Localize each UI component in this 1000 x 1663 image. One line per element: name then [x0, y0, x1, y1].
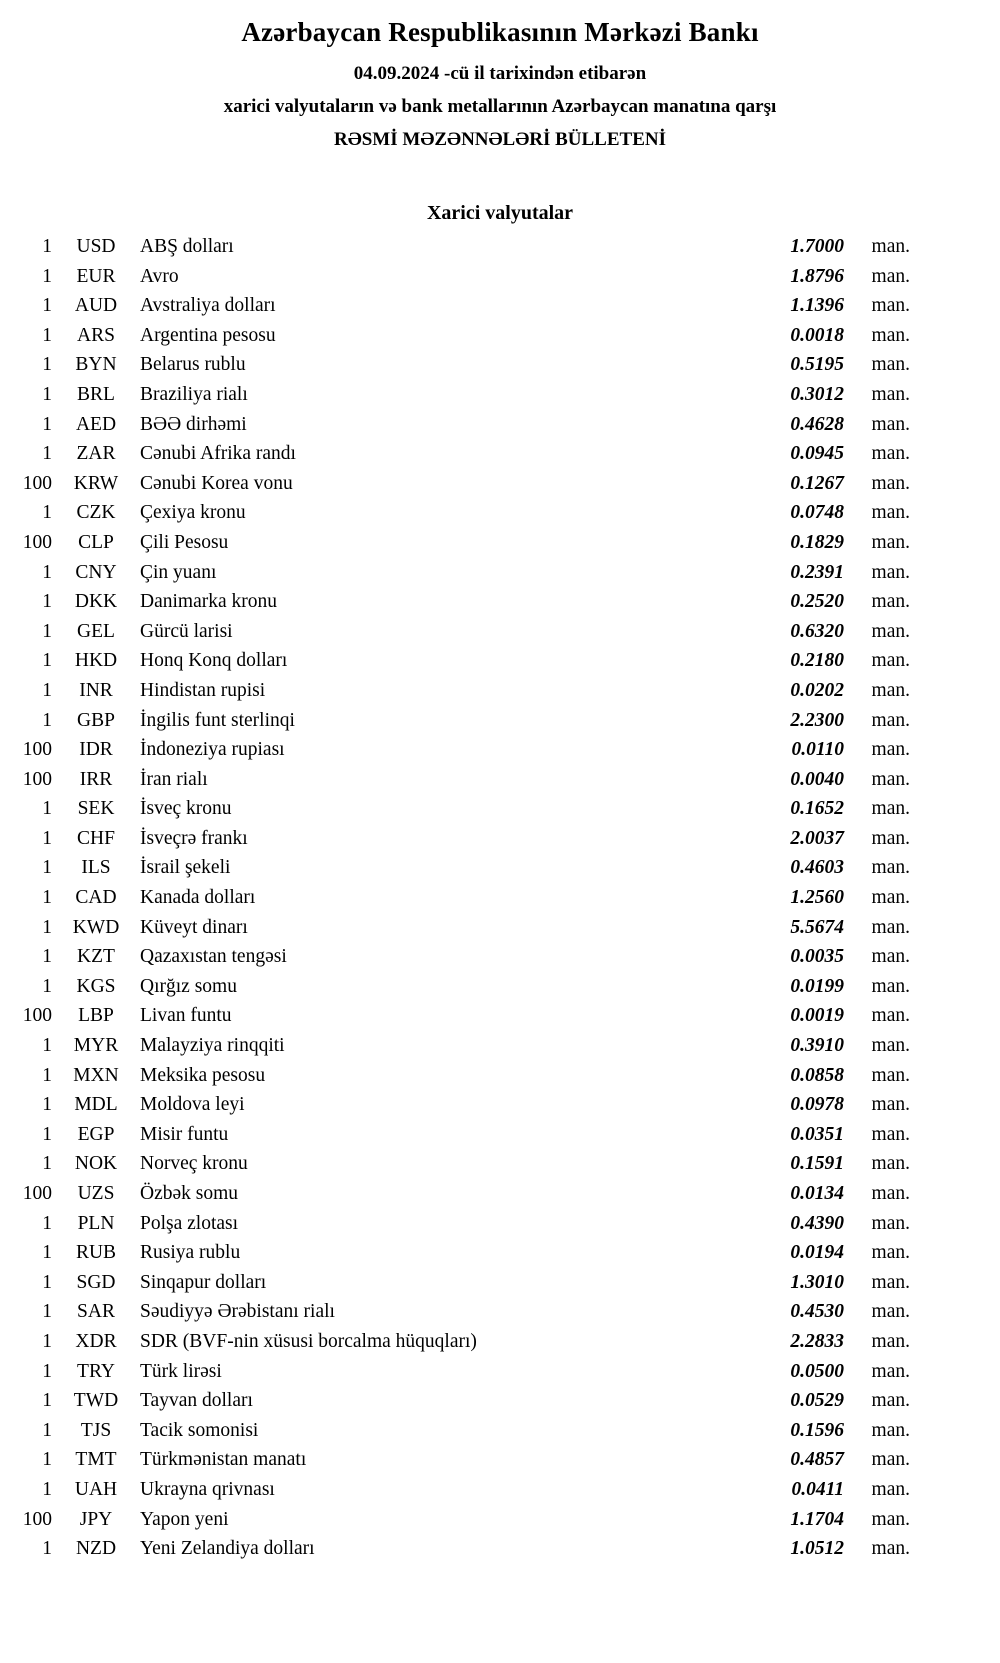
row-currency-name: Hindistan rupisi [140, 679, 266, 701]
row-currency-name: Çili Pesosu [140, 531, 229, 553]
row-unit: man. [871, 916, 910, 938]
row-currency-code: BYN [75, 354, 117, 376]
row-currency-name: SDR (BVF-nin xüsusi borcalma hüquqları) [140, 1330, 477, 1352]
row-currency-code: JPY [79, 1508, 113, 1530]
row-rate: 0.4603 [790, 857, 844, 879]
row-currency-code: SGD [76, 1271, 116, 1293]
rate-row [18, 1416, 910, 1446]
rate-row [18, 410, 910, 440]
rate-row [18, 824, 910, 854]
row-currency-name: İsrail şekeli [140, 857, 231, 879]
row-currency-name: Argentina pesosu [140, 324, 276, 346]
row-currency-code: HKD [74, 650, 118, 672]
row-currency-name: Çin yuanı [140, 561, 217, 583]
section-title-foreign-currencies: Xarici valyutalar [426, 202, 574, 224]
rate-row [18, 913, 910, 943]
row-currency-name: İndoneziya rupiası [140, 739, 285, 761]
row-currency-code: CHF [77, 827, 115, 849]
row-unit: man. [871, 798, 910, 820]
row-currency-name: Misir funtu [140, 1123, 229, 1145]
row-unit: man. [871, 1271, 910, 1293]
row-quantity: 1 [42, 887, 52, 909]
row-currency-code: PLN [77, 1212, 115, 1234]
rate-row [18, 972, 910, 1002]
row-quantity: 1 [42, 857, 52, 879]
rate-row [18, 1238, 910, 1268]
row-currency-code: EGP [77, 1123, 115, 1145]
row-currency-name: Avro [140, 265, 179, 287]
row-rate: 0.4628 [790, 413, 844, 435]
row-rate: 0.2180 [790, 650, 844, 672]
row-unit: man. [871, 1478, 910, 1500]
row-rate: 0.1267 [790, 472, 844, 494]
row-unit: man. [871, 354, 910, 376]
row-currency-name: Norveç kronu [140, 1153, 248, 1175]
rate-row [18, 794, 910, 824]
row-currency-name: Braziliya rialı [140, 383, 248, 405]
row-currency-name: Ukrayna qrivnası [140, 1478, 275, 1500]
row-currency-code: GBP [77, 709, 115, 731]
row-quantity: 1 [42, 1360, 52, 1382]
row-unit: man. [871, 1301, 910, 1323]
row-currency-name: Çexiya kronu [140, 502, 246, 524]
row-currency-code: RUB [75, 1242, 117, 1264]
row-currency-code: TJS [80, 1419, 112, 1441]
rate-row [18, 706, 910, 736]
row-unit: man. [871, 502, 910, 524]
row-unit: man. [871, 650, 910, 672]
row-currency-name: Tayvan dolları [140, 1390, 253, 1412]
row-quantity: 1 [42, 1153, 52, 1175]
row-currency-name: Malayziya rinqqiti [140, 1035, 285, 1057]
row-currency-code: INR [79, 679, 113, 701]
row-currency-name: Cənubi Afrika randı [140, 443, 296, 465]
row-currency-code: SEK [77, 798, 115, 820]
row-rate: 0.4530 [790, 1301, 844, 1323]
row-rate: 0.0194 [790, 1242, 844, 1264]
row-unit: man. [871, 531, 910, 553]
row-rate: 0.0018 [790, 324, 844, 346]
row-currency-name: Qazaxıstan tengəsi [140, 946, 287, 968]
row-quantity: 1 [42, 1212, 52, 1234]
row-currency-code: AED [75, 413, 117, 435]
row-rate: 0.0500 [790, 1360, 844, 1382]
rate-row [18, 1179, 910, 1209]
rate-row [18, 262, 910, 292]
rate-row [18, 321, 910, 351]
row-unit: man. [871, 265, 910, 287]
rate-row [18, 1505, 910, 1535]
row-quantity: 1 [42, 236, 52, 257]
row-unit: man. [871, 1005, 910, 1027]
row-unit: man. [871, 1242, 910, 1264]
row-quantity: 1 [42, 1449, 52, 1471]
row-unit: man. [871, 1390, 910, 1412]
row-quantity: 1 [42, 383, 52, 405]
rate-row [18, 498, 910, 528]
row-quantity: 1 [42, 916, 52, 938]
row-currency-code: TWD [73, 1390, 119, 1412]
row-rate: 0.4390 [790, 1212, 844, 1234]
row-quantity: 1 [42, 798, 52, 820]
row-rate: 1.8796 [790, 265, 844, 287]
row-rate: 1.0512 [790, 1538, 844, 1560]
row-quantity: 1 [42, 827, 52, 849]
rate-row [18, 942, 910, 972]
row-quantity: 1 [42, 1035, 52, 1057]
row-currency-name: Yeni Zelandiya dolları [140, 1538, 315, 1560]
row-quantity: 1 [42, 679, 52, 701]
row-rate: 0.5195 [790, 354, 844, 376]
row-quantity: 100 [22, 531, 52, 553]
row-rate: 0.0110 [791, 739, 844, 761]
rate-row [18, 1209, 910, 1239]
row-rate: 1.3010 [790, 1271, 844, 1293]
subtitle-line: xarici valyutaların və bank metallarının Azərbaycan manatına qarşı [223, 96, 777, 117]
rate-row [18, 765, 910, 795]
row-currency-name: Belarus rublu [140, 354, 246, 376]
row-rate: 0.0945 [790, 443, 844, 465]
row-unit: man. [871, 739, 910, 761]
row-currency-code: IRR [79, 768, 113, 790]
row-quantity: 100 [22, 768, 52, 790]
row-currency-name: Qırğız somu [140, 975, 237, 997]
row-rate: 2.0037 [790, 827, 844, 849]
row-rate: 0.0351 [790, 1123, 844, 1145]
row-currency-name: Sinqapur dolları [140, 1271, 267, 1293]
row-quantity: 1 [42, 1478, 52, 1500]
row-unit: man. [871, 1035, 910, 1057]
row-unit: man. [871, 1123, 910, 1145]
row-rate: 0.3910 [790, 1035, 844, 1057]
rate-row [18, 1386, 910, 1416]
row-quantity: 1 [42, 1419, 52, 1441]
row-currency-code: DKK [74, 591, 118, 613]
row-quantity: 100 [22, 739, 52, 761]
row-unit: man. [871, 383, 910, 405]
row-currency-code: NZD [75, 1538, 117, 1560]
rate-row [18, 380, 910, 410]
row-unit: man. [871, 1330, 910, 1352]
row-unit: man. [871, 591, 910, 613]
rate-row [18, 1445, 910, 1475]
row-currency-name: Livan funtu [140, 1005, 232, 1027]
row-quantity: 1 [42, 502, 52, 524]
rate-row [18, 1268, 910, 1298]
rate-row [18, 646, 910, 676]
row-quantity: 1 [42, 1064, 52, 1086]
rate-row [18, 883, 910, 913]
row-currency-code: CZK [76, 502, 116, 524]
row-quantity: 1 [42, 975, 52, 997]
row-rate: 0.0019 [790, 1005, 844, 1027]
row-currency-name: Cənubi Korea vonu [140, 472, 293, 494]
row-currency-code: CNY [75, 561, 117, 583]
row-currency-name: Kanada dolları [140, 887, 256, 909]
row-quantity: 1 [42, 1538, 52, 1560]
row-unit: man. [871, 946, 910, 968]
row-rate: 2.2300 [790, 709, 844, 731]
rate-row [18, 469, 910, 499]
rate-row [18, 1061, 910, 1091]
row-quantity: 1 [42, 265, 52, 287]
rate-row [18, 1031, 910, 1061]
bulletin-title: RƏSMİ MƏZƏNNƏLƏRİ BÜLLETENİ [333, 129, 666, 150]
row-currency-name: BƏƏ dirhəmi [140, 413, 247, 435]
row-rate: 0.0529 [790, 1390, 844, 1412]
row-unit: man. [871, 413, 910, 435]
row-currency-name: Honq Konq dolları [140, 650, 288, 672]
row-currency-name: Türk lirəsi [140, 1360, 222, 1382]
row-currency-code: MYR [73, 1035, 119, 1057]
row-unit: man. [871, 1064, 910, 1086]
row-quantity: 1 [42, 324, 52, 346]
rate-row [18, 587, 910, 617]
row-quantity: 1 [42, 561, 52, 583]
row-currency-name: Türkmənistan manatı [140, 1449, 307, 1471]
row-rate: 0.0748 [790, 502, 844, 524]
row-unit: man. [871, 827, 910, 849]
row-rate: 2.2833 [790, 1330, 844, 1352]
row-unit: man. [871, 679, 910, 701]
row-unit: man. [871, 709, 910, 731]
effective-date-line: 04.09.2024 -cü il tarixindən etibarən [353, 63, 647, 84]
row-rate: 0.1596 [790, 1419, 844, 1441]
row-rate: 0.2391 [790, 561, 844, 583]
row-currency-name: İsveçrə frankı [140, 827, 248, 849]
row-unit: man. [871, 1360, 910, 1382]
rate-row [18, 1327, 910, 1357]
rate-row [18, 232, 910, 262]
row-unit: man. [871, 472, 910, 494]
row-currency-code: KWD [72, 916, 120, 938]
row-currency-code: CAD [75, 887, 117, 909]
rates-table-body [18, 232, 910, 1564]
row-rate: 0.0040 [790, 768, 844, 790]
row-unit: man. [871, 1094, 910, 1116]
row-unit: man. [871, 443, 910, 465]
row-currency-code: TMT [75, 1449, 117, 1471]
row-rate: 0.2520 [790, 591, 844, 613]
row-rate: 0.1652 [790, 798, 844, 820]
row-unit: man. [871, 1419, 910, 1441]
row-currency-code: KGS [76, 975, 116, 997]
row-unit: man. [871, 1212, 910, 1234]
rate-row [18, 1149, 910, 1179]
row-currency-name: Səudiyyə Ərəbistanı rialı [140, 1301, 335, 1323]
row-rate: 1.1704 [790, 1508, 844, 1530]
row-unit: man. [871, 561, 910, 583]
row-rate: 0.0134 [790, 1183, 844, 1204]
row-unit: man. [871, 324, 910, 346]
rate-row [18, 1090, 910, 1120]
row-currency-code: IDR [79, 739, 113, 761]
row-currency-code: CLP [78, 531, 114, 553]
row-currency-code: EUR [76, 265, 116, 287]
row-quantity: 100 [22, 1183, 52, 1204]
row-rate: 0.6320 [790, 620, 844, 642]
row-quantity: 1 [42, 1094, 52, 1116]
row-rate: 0.0978 [790, 1094, 844, 1116]
row-unit: man. [871, 236, 910, 257]
rate-row [18, 350, 910, 380]
rate-row [18, 1357, 910, 1387]
row-currency-code: USD [76, 236, 116, 257]
row-currency-name: Meksika pesosu [140, 1064, 266, 1086]
row-unit: man. [871, 1449, 910, 1471]
row-currency-name: İsveç kronu [140, 798, 232, 820]
rate-row [18, 1534, 910, 1564]
row-unit: man. [871, 975, 910, 997]
row-currency-name: İran rialı [140, 768, 208, 790]
row-currency-code: UZS [77, 1183, 115, 1204]
row-unit: man. [871, 768, 910, 790]
row-currency-code: AUD [74, 295, 118, 317]
row-currency-code: XDR [75, 1330, 117, 1352]
row-currency-code: ILS [81, 857, 111, 879]
rates-table [18, 232, 910, 1564]
row-quantity: 100 [22, 1005, 52, 1027]
rate-row [18, 291, 910, 321]
row-quantity: 1 [42, 650, 52, 672]
row-currency-code: TRY [77, 1360, 115, 1382]
rate-row [18, 439, 910, 469]
row-unit: man. [871, 1183, 910, 1204]
rate-row [18, 1120, 910, 1150]
row-rate: 0.0858 [790, 1064, 844, 1086]
row-rate: 1.7000 [790, 236, 844, 257]
row-currency-code: NOK [74, 1153, 118, 1175]
row-rate: 0.0199 [790, 975, 844, 997]
row-rate: 0.1591 [790, 1153, 844, 1175]
bank-title: Azərbaycan Respublikasının Mərkəzi Bankı [241, 17, 759, 47]
row-currency-name: ABŞ dolları [140, 236, 234, 257]
row-currency-name: İngilis funt sterlinqi [140, 709, 295, 731]
row-currency-code: SAR [77, 1301, 115, 1323]
row-unit: man. [871, 1508, 910, 1530]
row-quantity: 1 [42, 946, 52, 968]
rate-row [18, 1475, 910, 1505]
row-rate: 5.5674 [790, 916, 844, 938]
row-quantity: 1 [42, 295, 52, 317]
row-quantity: 1 [42, 1390, 52, 1412]
row-currency-code: KZT [77, 946, 115, 968]
row-quantity: 1 [42, 1330, 52, 1352]
row-currency-code: BRL [77, 383, 115, 405]
rate-row [18, 558, 910, 588]
row-currency-name: Moldova leyi [140, 1094, 245, 1116]
row-currency-name: Yapon yeni [140, 1508, 229, 1530]
row-currency-name: Polşa zlotası [140, 1212, 239, 1234]
rate-row [18, 1001, 910, 1031]
row-rate: 0.3012 [790, 383, 844, 405]
row-quantity: 1 [42, 354, 52, 376]
row-currency-name: Küveyt dinarı [140, 916, 248, 938]
row-currency-code: ZAR [76, 443, 116, 465]
bulletin-header [0, 16, 1000, 151]
row-quantity: 100 [22, 1508, 52, 1530]
row-rate: 1.2560 [790, 887, 844, 909]
row-rate: 0.1829 [790, 531, 844, 553]
row-rate: 1.1396 [790, 295, 844, 317]
rate-row [18, 735, 910, 765]
row-currency-code: GEL [77, 620, 115, 642]
row-currency-name: Tacik somonisi [140, 1419, 259, 1441]
row-quantity: 100 [22, 472, 52, 494]
row-rate: 0.0411 [791, 1478, 844, 1500]
row-currency-code: UAH [74, 1478, 118, 1500]
row-quantity: 1 [42, 1301, 52, 1323]
row-currency-code: MDL [74, 1094, 118, 1116]
row-unit: man. [871, 857, 910, 879]
row-quantity: 1 [42, 1123, 52, 1145]
row-currency-name: Gürcü larisi [140, 620, 233, 642]
row-currency-code: MXN [73, 1064, 119, 1086]
row-rate: 0.0035 [790, 946, 844, 968]
rate-row [18, 1297, 910, 1327]
row-currency-name: Danimarka kronu [140, 591, 277, 613]
row-quantity: 1 [42, 709, 52, 731]
row-rate: 0.4857 [790, 1449, 844, 1471]
row-currency-code: KRW [73, 472, 119, 494]
row-quantity: 1 [42, 591, 52, 613]
row-currency-code: ARS [77, 324, 115, 346]
row-currency-name: Özbək somu [140, 1183, 239, 1204]
row-quantity: 1 [42, 1271, 52, 1293]
rate-row [18, 853, 910, 883]
row-unit: man. [871, 620, 910, 642]
row-currency-name: Rusiya rublu [140, 1242, 241, 1264]
row-unit: man. [871, 1153, 910, 1175]
row-quantity: 1 [42, 1242, 52, 1264]
rate-row [18, 528, 910, 558]
row-quantity: 1 [42, 443, 52, 465]
row-currency-name: Avstraliya dolları [140, 295, 276, 317]
row-unit: man. [871, 1538, 910, 1560]
row-rate: 0.0202 [790, 679, 844, 701]
row-unit: man. [871, 295, 910, 317]
rate-row [18, 617, 910, 647]
rate-row [18, 676, 910, 706]
row-currency-code: LBP [78, 1005, 114, 1027]
row-quantity: 1 [42, 620, 52, 642]
row-quantity: 1 [42, 413, 52, 435]
row-unit: man. [871, 887, 910, 909]
